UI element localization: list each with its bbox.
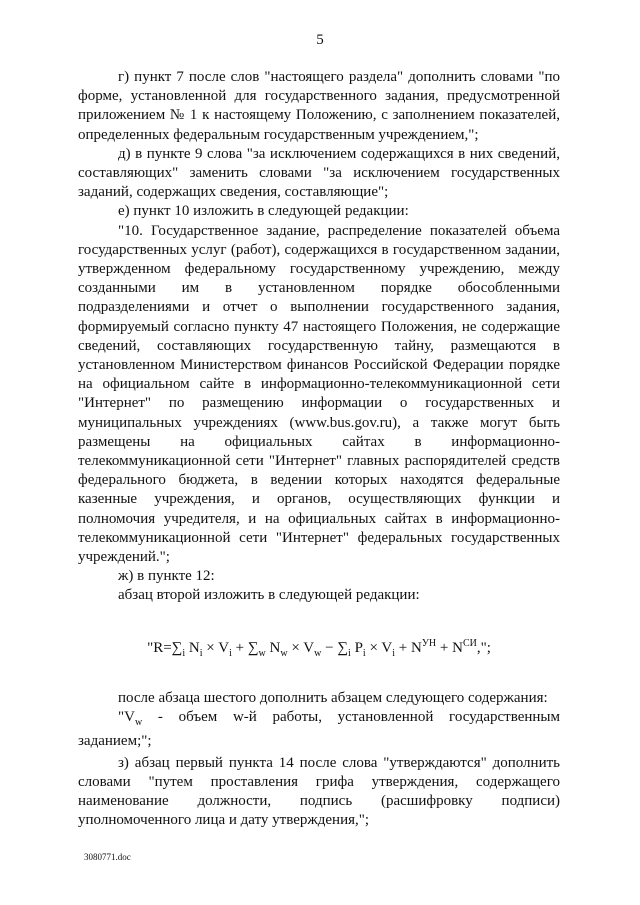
page-number: 5 [316,32,324,48]
paragraph-abzac: абзац второй изложить в следующей редакции: [118,587,420,604]
paragraph-zh: ж) в пункте 12: [118,568,215,585]
document-body [78,68,560,830]
paragraph-d: д) в пункте 9 слова "за исключением содержащихся в них сведений, составляющих" заменить словами "за исключением государственных заданий, содержащих сведения, составляющие"; [78,145,560,201]
paragraph-e: е) пункт 10 изложить в следующей редакции: [118,203,409,220]
paragraph-z: з) абзац первый пункта 14 после слова "утверждаются" дополнить словами "путем проставления грифа утверждения, содержащего наименование должности, подпись (расшифровку подписи) уполномоченного лица и дату утверждения,"; [78,754,560,829]
file-name: 3080771.doc [84,852,131,862]
paragraph-posle: после абзаца шестого дополнить абзацем следующего содержания: [118,689,548,706]
formula: "$R=\sum_i$ $N_i \times V_i + \sum_w$ $N_w \times V_w - \sum_i$ $P_i \times V_i + N^{УН} + N^{СИ}$,"; [147,637,491,659]
paragraph-10: "10. Государственное задание, распределение показателей объема государственных услуг (работ), содержащихся в государственном задании, утвержденном федеральному государственному учреждению, между созданными им в установленном порядке обособленными подразделениями и отчет о выполнении государственного задания, формируемый согласно пункту 47 настоящего Положения, не содержащие сведений, составляющих государственную тайну, размещаются в установленном Министерством финансов Российской Федерации порядке на официальном сайте в информационно-телекоммуникационной сети "Интернет" по размещению информации о государственных и муниципальных учреждениях (www.bus.gov.ru), а также могут быть размещены на официальных сайтах в информационно-телекоммуникационной сети "Интернет" главных распорядителей средств федерального бюджета, в ведении которых находятся федеральные казенные учреждения, и органов, осуществляющих функции и полномочия учредителя, и на официальных сайтах в информационно-телекоммуникационной сети "Интернет" федеральных государственных учреждений."; [78,222,560,566]
paragraph-g: г) пункт 7 после слов "настоящего раздела" дополнить словами "по форме, установленной для государственного задания, предусмотренной приложением № 1 к настоящему Положению, с заполнением показателей, определенных федеральным государственным учреждением,"; [78,69,560,143]
paragraph-vw: "$V_w$ - объем w-й работы, установленной государственным заданием;"; [78,709,560,750]
